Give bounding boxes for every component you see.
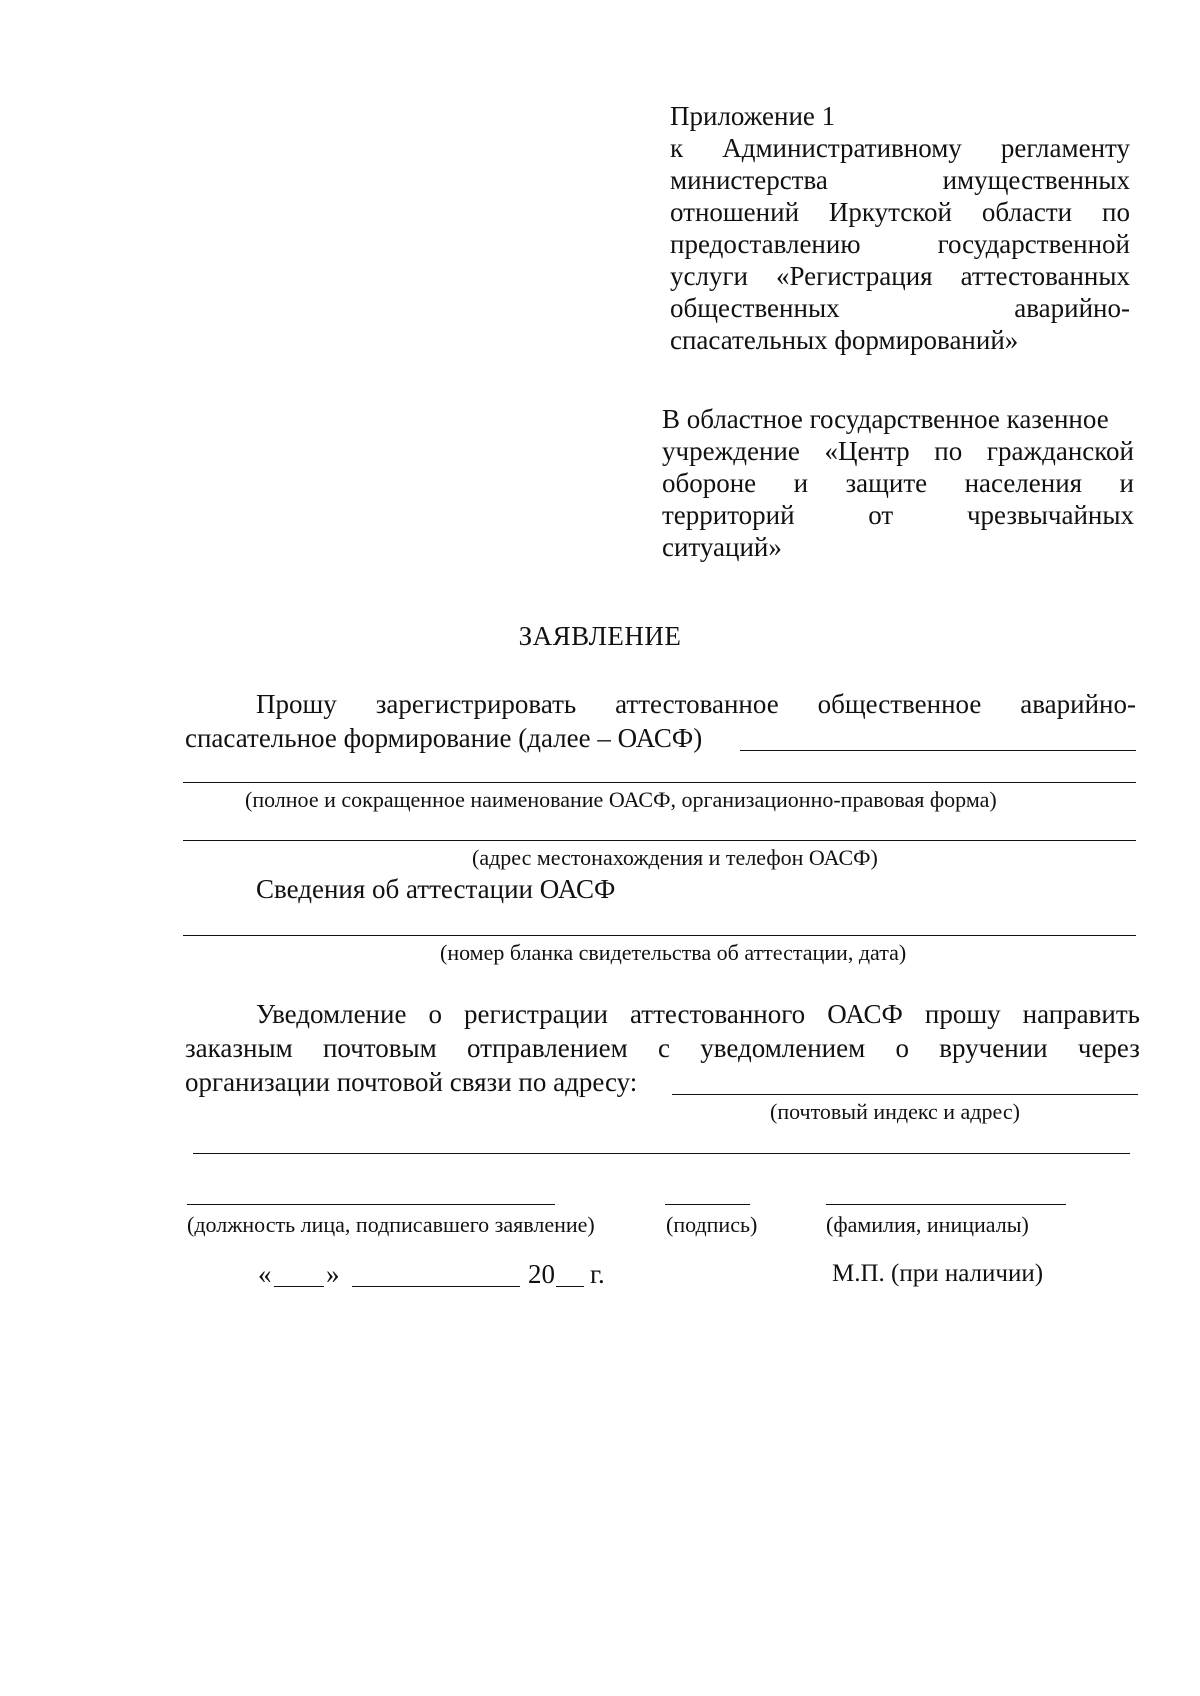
postal-address-field-line[interactable] xyxy=(672,1094,1138,1095)
appendix-line: общественных аварийно- xyxy=(670,293,1130,323)
appendix-line: отношений Иркутской области по xyxy=(670,197,1130,227)
addressee-line: ситуаций» xyxy=(662,532,782,562)
date-close-quote: » xyxy=(326,1259,340,1289)
oasf-address-line[interactable] xyxy=(183,840,1136,841)
oasf-name-field-line[interactable] xyxy=(740,750,1136,751)
appendix-line: спасательных формирований» xyxy=(670,325,1019,355)
hint-signature: (подпись) xyxy=(666,1212,758,1237)
date-month-line[interactable] xyxy=(352,1286,520,1287)
postal-address-line[interactable] xyxy=(193,1153,1130,1154)
oasf-name-full-line[interactable] xyxy=(183,782,1136,783)
appendix-number: Приложение 1 xyxy=(670,101,836,131)
appendix-line: министерства имущественных xyxy=(670,165,1130,195)
attestation-label: Сведения об аттестации ОАСФ xyxy=(256,874,616,904)
hint-oasf-address: (адрес местонахождения и телефон ОАСФ) xyxy=(472,845,878,870)
hint-name: (фамилия, инициалы) xyxy=(826,1212,1029,1237)
appendix-line: услуги «Регистрация аттестованных xyxy=(670,261,1130,291)
year-suffix: г. xyxy=(590,1259,605,1289)
request-line: Прошу зарегистрировать аттестованное общественное аварийно- xyxy=(256,689,1136,719)
addressee-block xyxy=(662,403,1134,563)
request-line: спасательное формирование (далее – ОАСФ) xyxy=(185,723,703,753)
position-line[interactable] xyxy=(187,1204,555,1205)
name-line[interactable] xyxy=(826,1204,1066,1205)
date-open-quote: « xyxy=(258,1259,272,1289)
date-year-line[interactable] xyxy=(556,1286,584,1287)
appendix-block xyxy=(670,100,1130,356)
notice-line: Уведомление о регистрации аттестованного ОАСФ прошу направить xyxy=(256,999,1140,1029)
attestation-line[interactable] xyxy=(183,935,1136,936)
hint-certificate: (номер бланка свидетельства об аттестации, дата) xyxy=(440,940,907,965)
notice-line: заказным почтовым отправлением с уведомлением о вручении через xyxy=(185,1033,1140,1063)
addressee-line: обороне и защите населения и xyxy=(662,468,1134,498)
appendix-line: к Административному регламенту xyxy=(670,133,1130,163)
year-prefix: 20 xyxy=(528,1259,555,1289)
hint-position: (должность лица, подписавшего заявление) xyxy=(187,1212,595,1237)
notice-line: организации почтовой связи по адресу: xyxy=(185,1067,638,1097)
addressee-line: учреждение «Центр по гражданской xyxy=(662,436,1134,466)
hint-oasf-name: (полное и сокращенное наименование ОАСФ, организационно-правовая форма) xyxy=(245,787,997,812)
hint-postal: (почтовый индекс и адрес) xyxy=(770,1099,1020,1124)
addressee-line: территорий от чрезвычайных xyxy=(662,500,1134,530)
document-title: ЗАЯВЛЕНИЕ xyxy=(518,621,682,651)
date-day-line[interactable] xyxy=(274,1286,324,1287)
addressee-line: В областное государственное казенное xyxy=(662,404,1109,434)
appendix-line: предоставлению государственной xyxy=(670,229,1130,259)
signature-line[interactable] xyxy=(665,1204,750,1205)
seal-label: М.П. (при наличии) xyxy=(832,1260,1044,1287)
